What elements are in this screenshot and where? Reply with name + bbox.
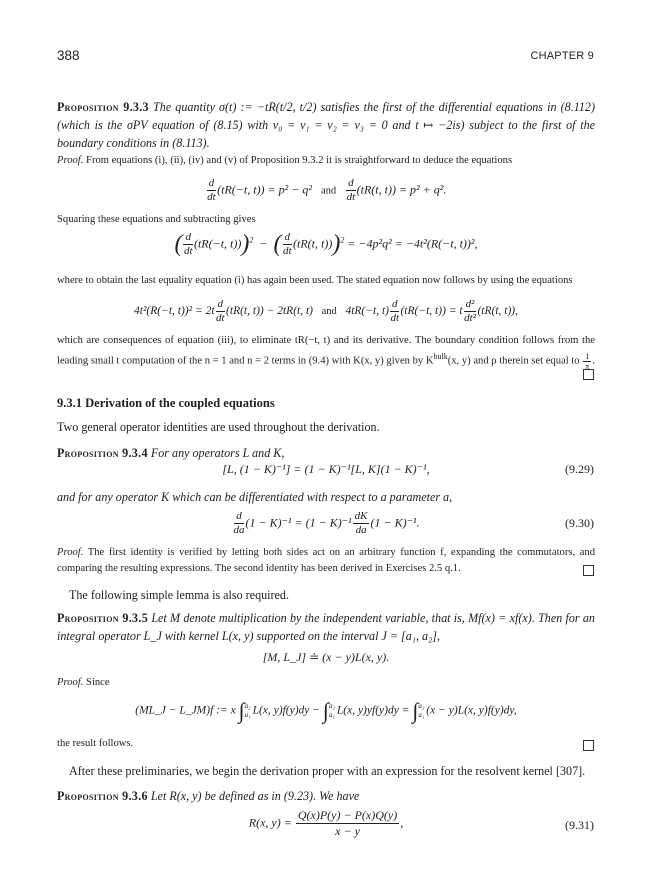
proof-label: Proof. — [57, 155, 84, 166]
qed-box — [583, 565, 594, 576]
equation-3-rhs: = −4p²q² = −4t²(R(−t, t))², — [347, 236, 478, 251]
proposition-9-3-4: Proposition 9.3.4 For any operators L and K, — [57, 446, 285, 460]
consequences-text: which are consequences of equation (iii), to eliminate tR(−t, t) and its derivative. The boundary condition follows from the leading small t computation of the n = 1 and n = 2 terms in (9.4) with K(x, y) given by $K^{bulk}(x$, y) and ρ therein set equal to $\frac{1}{\pi}$ . — [57, 335, 595, 371]
equation-4-pair: 4t²(R(−t, t))² = 2t $\frac{d}{dt}$ (tR(t, t)) − 2tR(t, t) and 4tR(−t, t) $\frac{d}{dt}$ (tR(−t, t)) = t $\frac{\text{d²}}{\text{dt²}}$ (tR(t, t)), — [134, 298, 518, 324]
section-heading: 9.3.1 Derivation of the coupled equations — [57, 396, 275, 410]
proposition-9-3-3 — [57, 98, 595, 152]
page-number: 388 — [57, 48, 80, 63]
chapter-header: CHAPTER 9 — [530, 50, 594, 62]
proposition-9-3-5: Proposition 9.3.5 Let M denote multiplication by the independent variable, that is, Mf(x) = xf(x). Then for an integral operator L_J with kernel L(x, y) supported on the interval J = [a₁, a₂], — [57, 611, 595, 643]
squaring-text: Squaring these equations and subtracting gives — [57, 214, 256, 225]
proof-9-3-3-intro — [57, 153, 595, 169]
squared-equation: ( $\frac{d}{dt}$ (tR(−t, t)))$^2$ − ( $\frac{d}{dt}$ (tR(t, t)))$^2$ = −4p²q² = −4t²(R(−t, t))², — [174, 231, 478, 257]
lemma-intro: The following simple lemma is also required. — [69, 588, 289, 602]
equation-9-29: [L, (1 − K)⁻¹] = (1 − K)⁻¹[L, K](1 − K)⁻¹, — [222, 462, 430, 476]
equation-2: (tR(t, t)) = p² + q². — [356, 182, 447, 197]
proof-9-3-5-since: Proof. Since — [57, 677, 110, 688]
derivative-fraction: $\frac{d}{dt}$ — [346, 177, 356, 203]
proposition-9-3-4-cont: and for any operator K which can be differentiated with respect to a parameter a, — [57, 490, 453, 504]
proposition-label: Proposition 9.3.3 — [57, 100, 149, 114]
and-text: and — [320, 185, 337, 197]
proof-9-3-4: Proof. The first identity is verified by letting both sides act on an arbitrary function f, expanding the commutators, and comparing the resulting expressions. The second identity has been derived in Exercises 2.5 q.1. — [57, 547, 595, 574]
derivative-fraction: $\frac{d}{dt}$ — [207, 177, 216, 203]
equation-number: (9.31) — [565, 818, 594, 832]
proposition-text: The quantity σ(t) := −tR(t/2, t/2) satisfies the first of the differential equations in (8.112) (which is the σPV equation of (8.15) with ν₀ = ν₁ = ν₂ = ν₃ = 0 and t ↦ −2is) subject to the first of the boundary conditions in (8.113). — [57, 100, 596, 150]
equation-1: (tR(−t, t)) = p² − q² — [217, 182, 312, 197]
integral-equation: (ML_J − L_JM)f := x ∫ a₂ a₁ L(x, y)f(y)dy − ∫ a₂ a₁ L(x, y)yf(y)dy = ∫ a₂ a₁ (x − y)L(x, y)f(y)dy, — [135, 698, 517, 723]
qed-box — [583, 740, 594, 751]
result-text: the result follows. — [57, 738, 134, 749]
preliminaries-text: After these preliminaries, we begin the derivation proper with an expression for the resolvent kernel [307]. — [69, 764, 586, 778]
proof-text: From equations (i), (ii), (iv) and (v) of Proposition 9.3.2 it is straightforward to deduce the equations — [86, 155, 513, 166]
intro-text: Two general operator identities are used throughout the derivation. — [57, 420, 380, 434]
equation-9-31: R(x, y) = $\frac{Q(x)P(y) - P(x)Q(y)}{x - y}$ , — [248, 808, 404, 838]
equation-number: (9.29) — [565, 462, 594, 476]
qed-box — [583, 369, 594, 380]
proposition-9-3-6: Proposition 9.3.6 Let R(x, y) be defined as in (9.23). We have — [57, 789, 360, 803]
equation-pair — [57, 177, 595, 204]
equation-9-30: $\frac{d}{da}$ (1 − K)⁻¹ = (1 − K)⁻¹ $\frac{dK}{da}$ (1 − K)⁻¹. — [233, 510, 420, 536]
where-text: where to obtain the last equality equation (i) has again been used. The stated equation now follows by using the equations — [57, 275, 573, 286]
equation-number: (9.30) — [565, 516, 594, 530]
commutator-equation: [M, L_J] ≐ (x − y)L(x, y). — [262, 650, 390, 664]
